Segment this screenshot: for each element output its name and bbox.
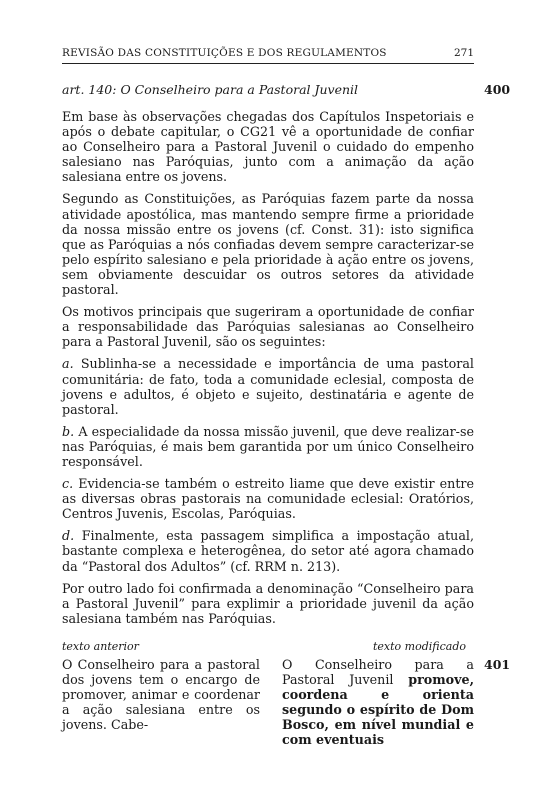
item-label: c. [62,476,74,492]
item-text: A especialidade da nossa missão juvenil, que deve realizar-se nas Paróquias, é mais bem garantida por um único Conselheiro responsável. [62,423,474,469]
article-label: art. 140 [62,82,113,97]
list-item-a [62,356,474,416]
column-heading-modified: texto modificado [373,640,467,653]
margin-number-401: 401 [484,657,511,672]
article-title: O Conselheiro para a Pastoral Juvenil [120,82,359,97]
paragraph: Segundo as Constituições, as Paróquias fazem parte da nossa atividade apostólica, mas mantendo sempre firme a prioridade da nossa missão entre os jovens (cf. Const. 31): isto significa que as Paróquias a nós confiadas devem sempre caracterizar-se pelo espírito salesiano e pela prioridade à ação entre os jovens, sem obviamente descuidar os outros setores da atividade pastoral. [62,191,474,298]
previous-text-column: O Conselheiro para a pastoral dos jovens tem o encargo de promover, animar e coordenar a ação salesiana entre os jovens. Cabe- [62,657,260,733]
modified-bold-text: promove, coordena e orienta segundo o espírito de Dom Bosco, em nível mundial e com eventuais [282,672,474,748]
article-colon: : [112,82,121,97]
item-text: Finalmente, esta passagem simplifica a impostação atual, bastante complexa e heterogênea, do setor até agora chamado da “Pastoral dos Adultos” (cf. RRM n. 213). [62,528,474,574]
paragraph: Por outro lado foi confirmada a denominação “Conselheiro para a Pastoral Juvenil” para explimir a prioridade juvenil da ação salesiana também nas Paróquias. [62,580,474,626]
list-item-c [62,476,474,521]
paragraph: Os motivos principais que sugeriram a oportunidade de confiar a responsabilidade das Paróquias salesianas ao Conselheiro para a Pastoral Juvenil, são os seguintes: [62,304,474,350]
item-text: Evidencia-se também o estreito liame que deve existir entre as diversas obras pastorais na comunidade eclesial: Oratórios, Centros Juvenis, Escolas, Paróquias. [62,476,474,522]
column-heading-previous: texto anterior [62,640,139,653]
item-label: a. [62,356,74,372]
running-title: REVISÃO DAS CONSTITUIÇÕES E DOS REGULAMENTOS [62,47,387,59]
running-header [62,47,474,64]
modified-text-column [282,657,474,748]
commentary-body [62,109,474,633]
list-item-b [62,424,474,469]
page-number: 271 [453,47,474,59]
margin-number-400: 400 [484,82,511,97]
item-label: b. [62,423,75,439]
article-heading [62,82,358,97]
paragraph: Em base às observações chegadas dos Capítulos Inspetoriais e após o debate capitular, o CG21 vê a oportunidade de confiar ao Conselheiro para a Pastoral Juvenil o cuidado do empenho salesiano nas Paróquias, junto com a animação da ação salesiana entre os jovens. [62,109,474,185]
item-label: d. [62,528,75,544]
item-text: Sublinha-se a necessidade e importância de uma pastoral comunitária: de fato, toda a comunidade eclesial, composta de jovens e adultos, é objeto e sujeito, destinatária e agente de pastoral. [62,356,474,417]
modified-plain-text: O Conselheiro para a Pastoral Juvenil [282,657,474,688]
list-item-d [62,528,474,573]
